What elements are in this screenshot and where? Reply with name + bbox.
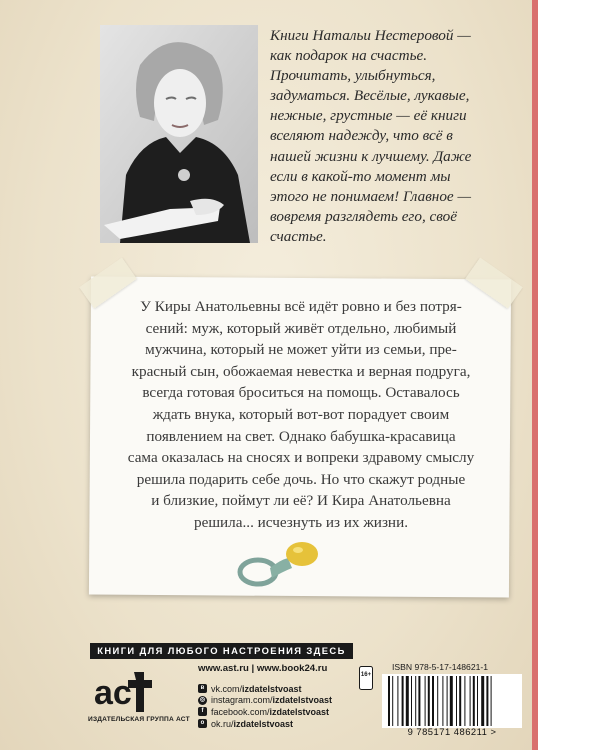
barcode-bar (397, 676, 398, 726)
ast-logo-icon (92, 664, 154, 716)
social-handle: izdatelstvoast (233, 718, 294, 729)
quote-line: этого не понимаем! Главное — (270, 187, 471, 205)
quote-line: Прочитать, улыбнуться, (270, 67, 436, 85)
quote-line: нежные, грустные — её книги (270, 107, 467, 125)
annotation-line: всегда готовая броситься на помощь. Оставалось (142, 384, 460, 402)
barcode-bar (437, 676, 438, 726)
odnoklassniki-icon: о (198, 719, 207, 728)
social-handle: izdatelstvoast (242, 683, 302, 694)
age-rating-badge (359, 666, 373, 690)
annotation-line: решила подарить себе дочь. Но что скажут родные (136, 470, 466, 488)
social-link-vk[interactable] (198, 683, 332, 695)
barcode-bar (428, 676, 430, 726)
quote-line: вселяют надежду, что всё в (270, 127, 453, 145)
barcode-bar (425, 676, 426, 726)
barcode-bar (486, 676, 488, 726)
annotation-line: решила... исчезнуть из их жизни. (194, 513, 408, 531)
barcode-bar (406, 676, 409, 726)
social-handle: izdatelstvoast (272, 695, 333, 706)
slogan-banner: КНИГИ ДЛЯ ЛЮБОГО НАСТРОЕНИЯ ЗДЕСЬ (90, 643, 353, 659)
social-links (198, 683, 332, 729)
quote-line: если в какой-то момент мы (270, 167, 451, 185)
social-link-odnoklassniki[interactable] (198, 718, 332, 730)
barcode-bar (450, 676, 453, 726)
barcode-bar (464, 676, 465, 726)
page-margin (538, 0, 600, 750)
social-prefix: vk.com/ (211, 683, 243, 694)
author-quote (270, 26, 532, 247)
barcode-bar (481, 676, 484, 726)
quote-line: как подарок на счастье. (270, 47, 428, 65)
barcode-bar (491, 676, 492, 726)
annotation-line: ждать внука, который вот-вот порадует своим (152, 405, 450, 423)
annotation-line: сений: муж, который живёт отдельно, любимый (145, 319, 457, 337)
barcode-bar (388, 676, 390, 726)
isbn-text: ISBN 978-5-17-148621-1 (392, 662, 489, 672)
pacifier-illustration (236, 538, 326, 590)
barcode-bar (456, 676, 457, 726)
social-link-facebook[interactable] (198, 706, 332, 718)
social-prefix: instagram.com/ (211, 695, 273, 706)
barcode-bar (470, 676, 471, 726)
facebook-icon: f (198, 707, 207, 716)
book-annotation (108, 296, 494, 534)
instagram-icon: ◎ (199, 696, 206, 703)
quote-line: вовремя разглядеть его, своё (270, 207, 458, 225)
social-link-instagram[interactable] (198, 695, 332, 707)
quote-line: Книги Натальи Нестеровой — (270, 27, 471, 44)
barcode-bar (447, 676, 448, 726)
annotation-line: мужчина, который не может уйти из семьи, пре- (145, 341, 457, 359)
barcode-bar (432, 676, 434, 726)
author-photo (100, 25, 258, 243)
annotation-line: появлением на свет. Однако бабушка-красавица (146, 427, 456, 445)
social-prefix: facebook.com/ (211, 706, 270, 717)
publisher-sites[interactable]: www.ast.ru | www.book24.ru (198, 663, 328, 674)
barcode-bar (411, 676, 412, 726)
vk-icon: в (198, 684, 207, 693)
barcode-bar (392, 676, 393, 726)
barcode-bar (402, 676, 404, 726)
publisher-caption: ИЗДАТЕЛЬСКАЯ ГРУППА АСТ (88, 716, 190, 723)
barcode-bar (415, 676, 416, 726)
barcode-bar (442, 676, 443, 726)
annotation-line: и близкие, поймут ли её? И Кира Анатольевна (151, 492, 451, 510)
barcode-bar (459, 676, 461, 726)
annotation-line: сама оказалась на сносях и вопреки здравому смыслу (127, 449, 475, 467)
svg-text:ac: ac (94, 674, 132, 712)
social-prefix: ok.ru/ (211, 718, 234, 729)
annotation-line: красный сын, обожаемая невестка и верная подруга, (131, 362, 471, 380)
annotation-line: У Киры Анатольевны всё идёт ровно и без потря- (140, 298, 462, 315)
barcode-bar (477, 676, 478, 726)
barcode-bar (418, 676, 420, 726)
quote-line: задуматься. Весёлые, лукавые, (270, 87, 470, 105)
quote-line: нашей жизни к лучшему. Даже (270, 147, 472, 165)
social-handle: izdatelstvoast (269, 706, 330, 717)
barcode-bar (473, 676, 475, 726)
barcode-number: 9 785171 486211 > (407, 726, 497, 737)
age-rating-text: 16+ (360, 672, 372, 678)
isbn-barcode (382, 674, 522, 728)
quote-line: счастье. (270, 227, 327, 245)
